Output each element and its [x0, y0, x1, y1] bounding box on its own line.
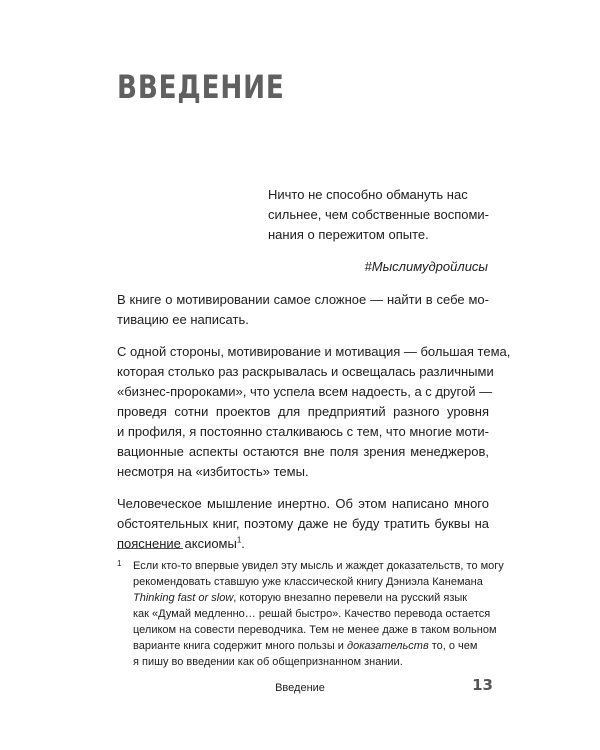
- text-line: тивацию ее написать.: [117, 312, 249, 327]
- footnote-line: Если кто-то впервые увидел эту мысль и жаждет доказательств, то могу: [133, 560, 504, 572]
- page-number: 13: [472, 676, 493, 694]
- footnote-line: рекомендовать ставшую уже классической книгу Дэниэла Канемана: [133, 576, 483, 588]
- footnote-marker: 1: [117, 559, 122, 568]
- sentence-period: .: [241, 536, 245, 551]
- footnote-line-rest: , которую внезапно перевели на русский язык: [233, 592, 468, 604]
- epigraph-hashtag: #Мыслимудройлисы: [364, 259, 488, 274]
- footnote-line-start: варианте книга содержит много пользы и: [133, 640, 347, 652]
- text-line: несмотря на «избитость» темы.: [117, 464, 309, 479]
- epigraph: [268, 185, 488, 277]
- footnote: [117, 558, 504, 670]
- epigraph-line: нания о пережитом опыте.: [268, 227, 429, 242]
- epigraph-line: Ничто не способно обмануть нас: [268, 187, 468, 202]
- text-line: и профиля, я постоянно сталкиваюсь с тем, что многие моти-: [117, 424, 489, 439]
- footnote-reference[interactable]: 1: [236, 535, 242, 545]
- text-line: «бизнес-пророками», что успела всем надоесть, а с другой —: [117, 384, 493, 399]
- footnote-line: я пишу во введении как об общепризнанном знании.: [133, 656, 403, 668]
- text-line: С одной стороны, мотивирование и мотивация — большая тема,: [117, 344, 511, 359]
- text-line: которая столько раз раскрывалась и освещалась различными: [117, 364, 494, 379]
- paragraph-2: [117, 342, 511, 482]
- footnote-separator: [117, 548, 183, 549]
- text-line: Человеческое мышление инертно. Об этом написано много: [117, 496, 489, 511]
- footnote-line: как «Думай медленно… решай быстро». Качество перевода остается: [133, 608, 491, 620]
- text-line: В книге о мотивировании самое сложное — найти в себе мо-: [117, 292, 489, 307]
- text-line: [117, 534, 489, 554]
- footnote-line: целиком на совести переводчика. Тем не менее даже в таком вольном: [133, 624, 497, 636]
- footnote-line-end: то, о чем: [428, 640, 478, 652]
- text-line: проведя сотни проектов для предприятий разного уровня: [117, 404, 489, 419]
- book-title: Thinking fast or slow: [133, 592, 234, 604]
- paragraph-1: [117, 290, 489, 330]
- paragraph-3: [117, 494, 489, 554]
- footnote-line: [133, 590, 489, 606]
- footnote-text: [133, 558, 504, 670]
- emphasis: доказательств: [347, 640, 429, 652]
- footnote-line: [133, 638, 489, 654]
- chapter-title: ВВЕДЕНИЕ: [117, 68, 285, 106]
- text-line-content: пояснение аксиомы: [117, 536, 237, 551]
- epigraph-line: сильнее, чем собственные воспоми-: [268, 207, 489, 222]
- text-line: вационные аспекты остаются вне поля зрения менеджеров,: [117, 444, 489, 459]
- running-footer-title: Введение: [275, 682, 325, 694]
- text-line: обстоятельных книг, поэтому даже не буду тратить буквы на: [117, 516, 489, 531]
